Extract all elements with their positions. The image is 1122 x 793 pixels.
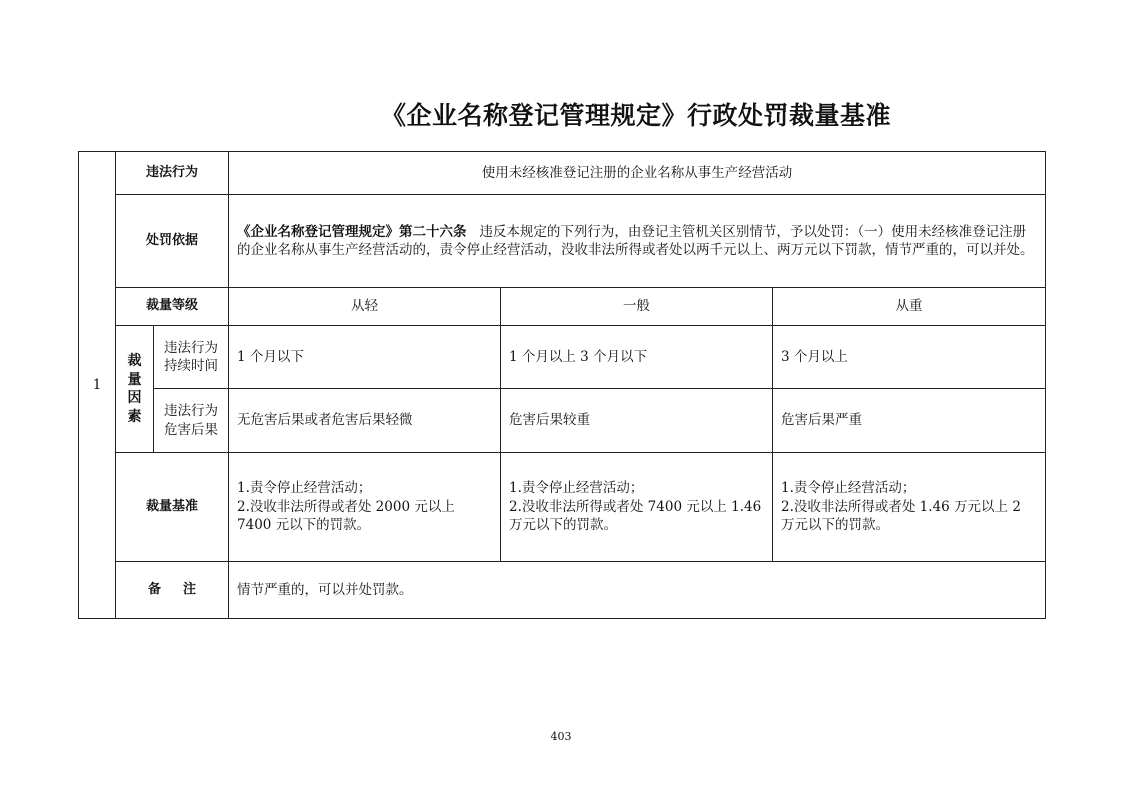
basis-text: 违反本规定的下列行为，由登记主管机关区别情节，予以处罚：（一）使用未经核准登记注册的企业名称从事生产经营活动的，责令停止经营活动，没收非法所得或者处以两千元以上、两万元以下罚款，情节严重的，可以并处。 [237,223,1034,258]
basis-source: 《企业名称登记管理规定》第二十六条 [237,223,467,240]
level-light: 从轻 [229,288,501,326]
basis-label: 处罚依据 [116,195,229,288]
standard-row [79,453,1046,562]
remark-value: 情节严重的，可以并处罚款。 [229,562,1046,619]
standard-normal: 1.责令停止经营活动； 2.没收非法所得或者处 7400 元以上 1.46 万元以下的罚款。 [501,453,773,562]
violation-label: 违法行为 [116,152,229,195]
duration-label: 违法行为 持续时间 [154,326,229,389]
basis-row [79,195,1046,288]
harm-normal: 危害后果较重 [501,389,773,453]
remark-label: 备注 [116,562,229,619]
page-number: 403 [550,730,572,743]
harm-heavy: 危害后果严重 [773,389,1046,453]
duration-light: 1 个月以下 [229,326,501,389]
violation-value: 使用未经核准登记注册的企业名称从事生产经营活动 [229,152,1046,195]
item-number: 1 [79,152,116,619]
factors-label: 裁 量 因 素 [116,326,154,453]
remark-row [79,562,1046,619]
harm-row [79,389,1046,453]
standard-heavy: 1.责令停止经营活动； 2.没收非法所得或者处 1.46 万元以上 2 万元以下的罚款。 [773,453,1046,562]
harm-label: 违法行为 危害后果 [154,389,229,453]
standard-label: 裁量基准 [116,453,229,562]
duration-heavy: 3 个月以上 [773,326,1046,389]
harm-light: 无危害后果或者危害后果轻微 [229,389,501,453]
duration-row [79,326,1046,389]
duration-normal: 1 个月以上 3 个月以下 [501,326,773,389]
levels-label: 裁量等级 [116,288,229,326]
document-title: 《企业名称登记管理规定》行政处罚裁量基准 [380,101,891,130]
basis-content [229,195,1046,288]
level-heavy: 从重 [773,288,1046,326]
violation-row [79,152,1046,195]
levels-row [79,288,1046,326]
standard-light: 1.责令停止经营活动； 2.没收非法所得或者处 2000 元以上 7400 元以下的罚款。 [229,453,501,562]
discretion-table [78,151,1046,619]
level-normal: 一般 [501,288,773,326]
